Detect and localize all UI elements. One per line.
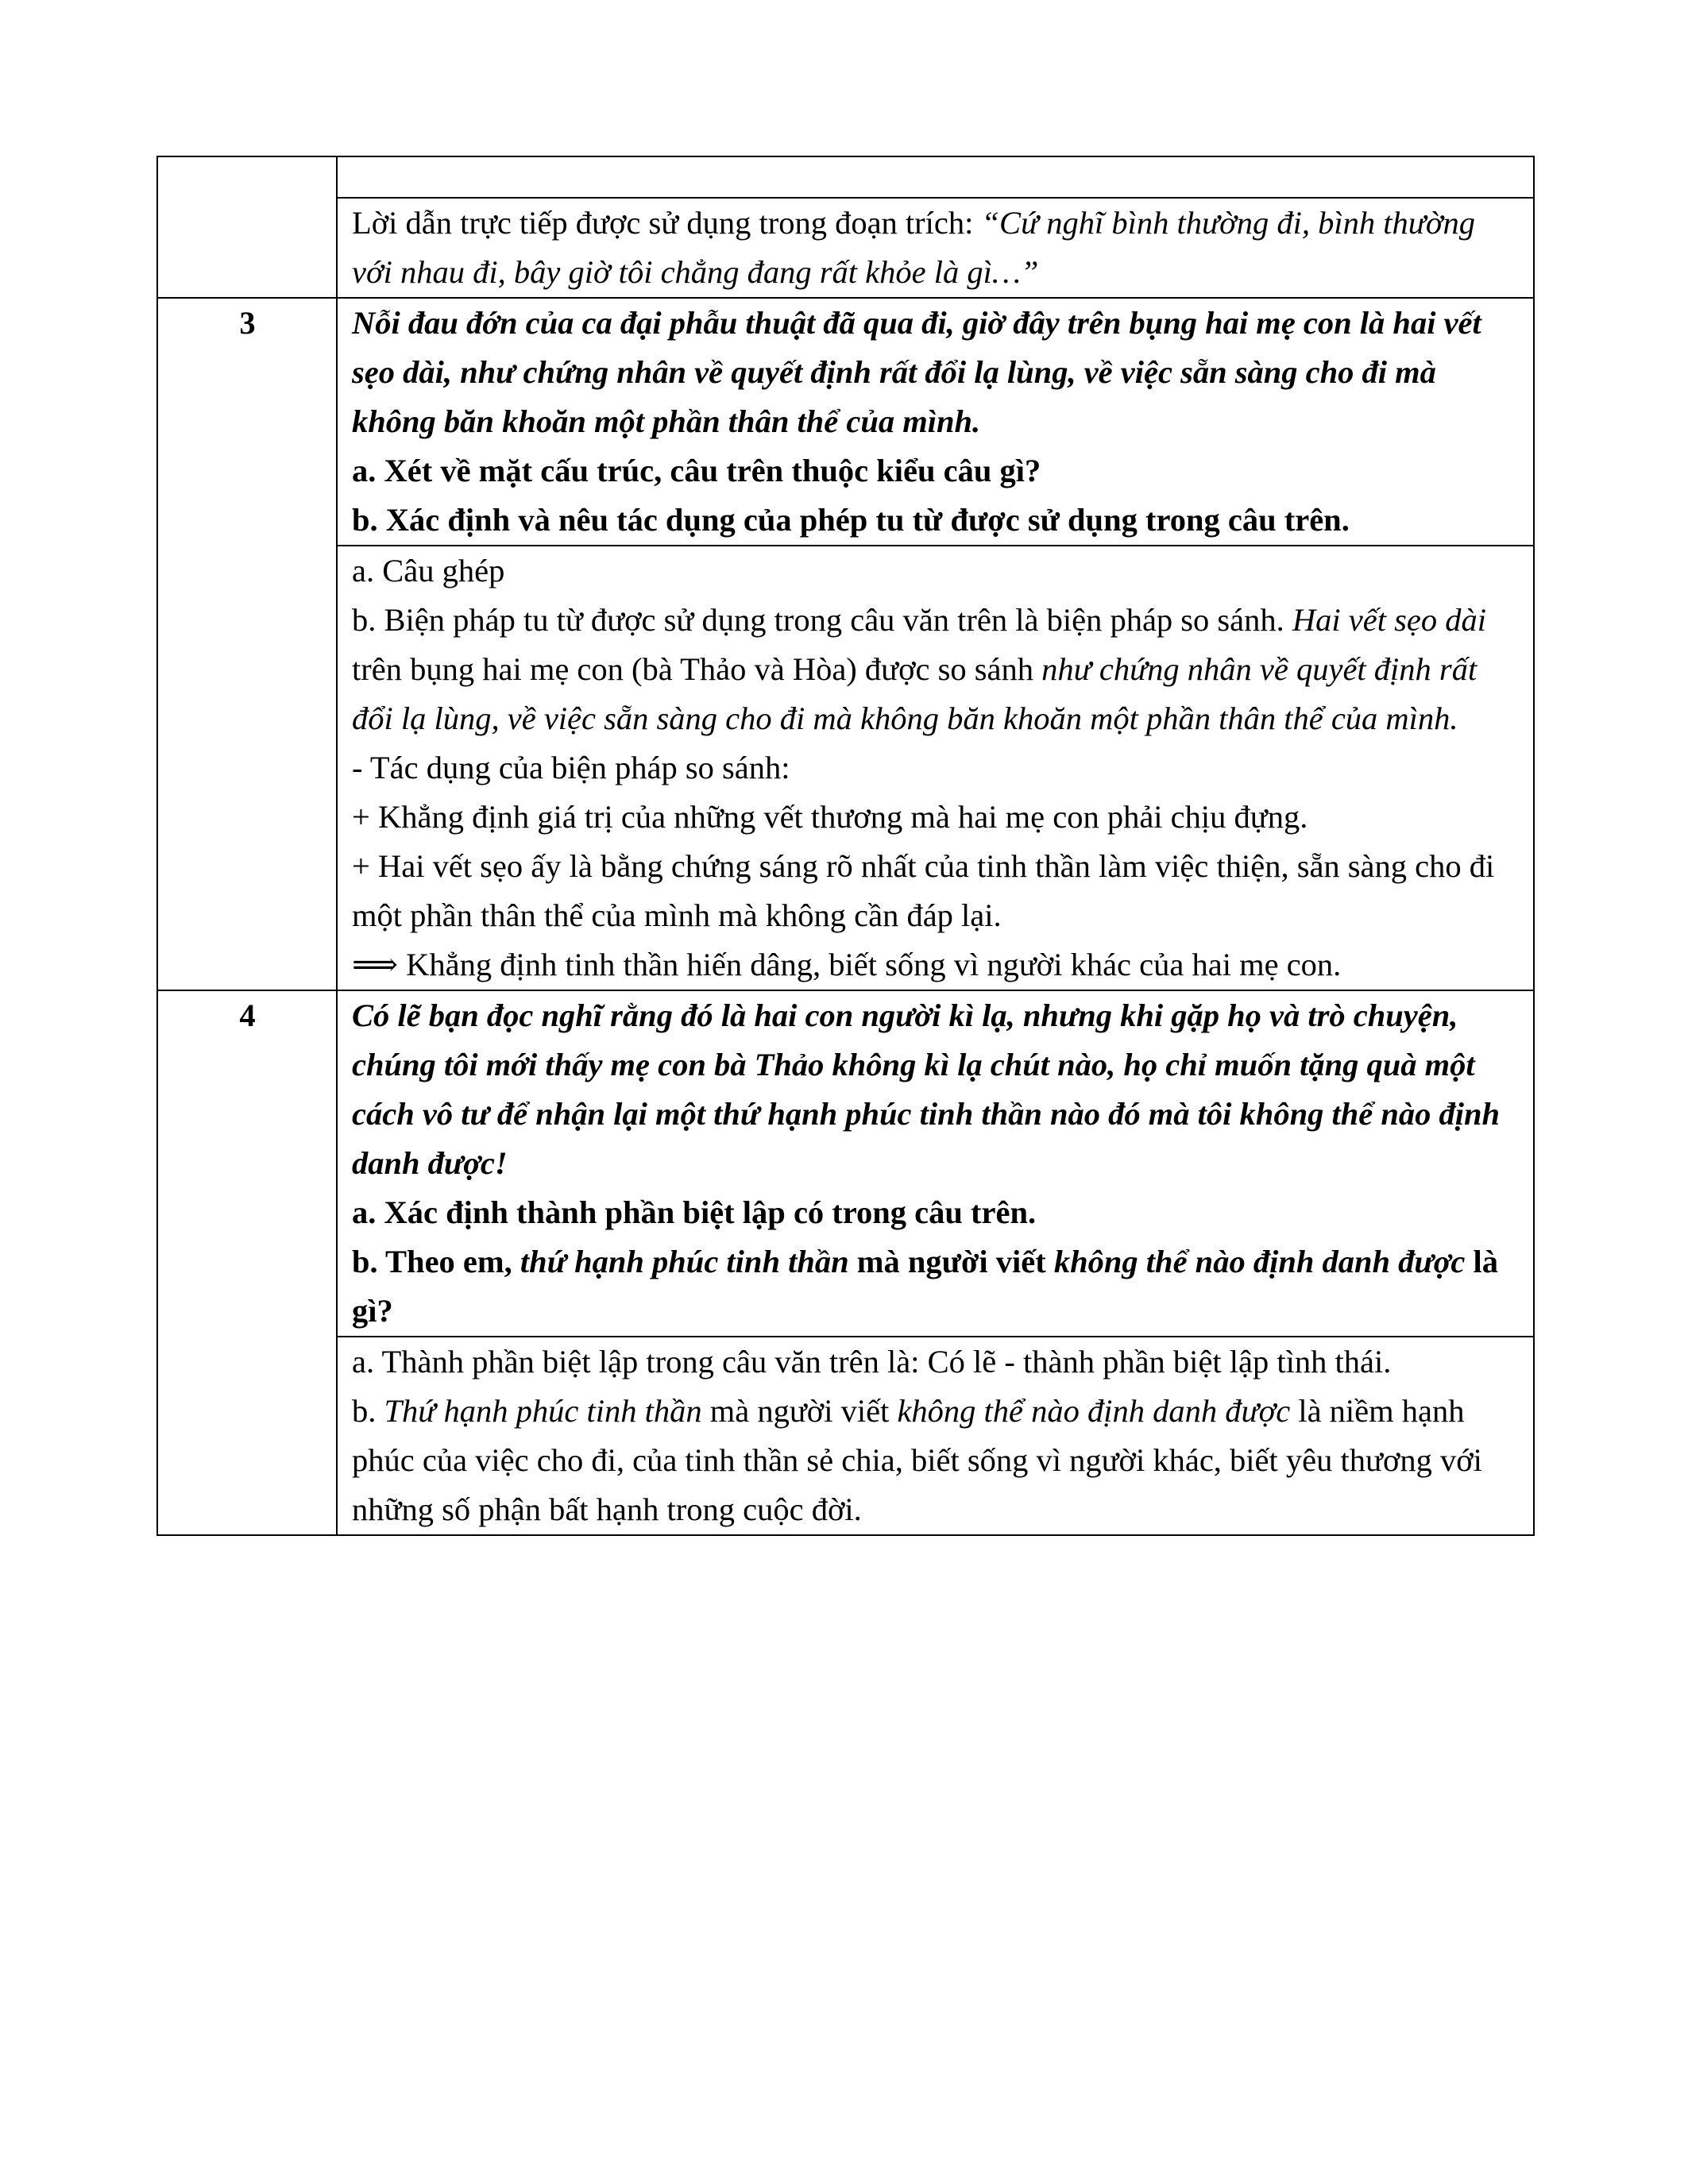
question-a: a. Xét về mặt cấu trúc, câu trên thuộc kiểu câu gì? [352,453,1041,488]
question-italic: không thể nào định danh được [1053,1244,1466,1279]
answer-b [352,596,1520,743]
answer-text: mà người viết [701,1393,898,1429]
question-number: 4 [157,990,337,1535]
table-row [157,990,1534,1337]
question-passage: Nỗi đau đớn của ca đại phẫu thuật đã qua đi, giờ đây trên bụng hai mẹ con là hai vết sẹo dài, như chứng nhân về quyết định rất đổi lạ lùng, về việc sẵn sàng cho đi mà không băn khoăn một phần thân thể của mình. [352,305,1481,439]
answer-text: Lời dẫn trực tiếp được sử dụng trong đoạn trích: [352,205,982,241]
question-text: mà người viết [848,1244,1054,1279]
question-number-cell [157,156,337,298]
conclusion: ⟹ Khẳng định tinh thần hiến dâng, biết sống vì người khác của hai mẹ con. [352,947,1342,982]
answer-italic: không thể nào định danh được [897,1393,1291,1429]
question-italic: thứ hạnh phúc tinh thần [520,1244,849,1279]
effect-title: - Tác dụng của biện pháp so sánh: [352,750,790,785]
answer-b [352,1387,1520,1534]
question-text: là gì? [352,1244,1499,1329]
question-cell [337,298,1534,546]
answer-italic: Hai vết sẹo dài [1292,602,1486,638]
answer-italic: như chứng nhân về quyết định rất đổi lạ lùng, về việc sẵn sàng cho đi mà không băn khoăn một phần thân thể của mình. [352,651,1477,736]
answer-text: b. Biện pháp tu từ được sử dụng trong câu văn trên là biện pháp so sánh. [352,602,1292,638]
answer-cell [337,198,1534,298]
answer-text: b. [352,1393,384,1429]
empty-cell [337,156,1534,198]
question-passage: Có lẽ bạn đọc nghĩ rằng đó là hai con người kì lạ, nhưng khi gặp họ và trò chuyện, chúng tôi mới thấy mẹ con bà Thảo không kì lạ chút nào, họ chỉ muốn tặng quà một cách vô tư để nhận lại một thứ hạnh phúc tinh thần nào đó mà tôi không thể nào định danh được! [352,997,1501,1181]
question-b: b. Xác định và nêu tác dụng của phép tu từ được sử dụng trong câu trên. [352,502,1350,538]
answer-italic: Thứ hạnh phúc tinh thần [384,1393,702,1429]
question-cell [337,990,1534,1337]
table-row [157,1337,1534,1535]
question-a: a. Xác định thành phần biệt lập có trong câu trên. [352,1194,1037,1230]
answer-cell [337,1337,1534,1535]
quote-text: “Cứ nghĩ bình thường đi, bình thường với nhau đi, bây giờ tôi chẳng đang rất khỏe là gì…” [352,205,1475,290]
table-row [157,298,1534,546]
answer-text: trên bụng hai mẹ con (bà Thảo và Hòa) được so sánh [352,651,1042,687]
answer-a: a. Câu ghép [352,553,505,588]
effect-item: + Hai vết sẹo ấy là bằng chứng sáng rõ nhất của tinh thần làm việc thiện, sẵn sàng cho đi một phần thân thể của mình mà không cần đáp lại. [352,848,1495,933]
table-row [157,546,1534,990]
answer-table [156,156,1535,1536]
table-row [157,156,1534,198]
question-text: b. Theo em, [352,1244,520,1279]
answer-cell [337,546,1534,990]
answer-text: là niềm hạnh phúc của việc cho đi, của tinh thần sẻ chia, biết sống vì người khác, biết yêu thương với những số phận bất hạnh trong cuộc đời. [352,1393,1482,1527]
question-b [352,1237,1520,1336]
effect-item: + Khẳng định giá trị của những vết thương mà hai mẹ con phải chịu đựng. [352,799,1308,835]
question-number: 3 [157,298,337,990]
answer-a: a. Thành phần biệt lập trong câu văn trên là: Có lẽ - thành phần biệt lập tình thái. [352,1344,1392,1379]
table-row [157,198,1534,298]
